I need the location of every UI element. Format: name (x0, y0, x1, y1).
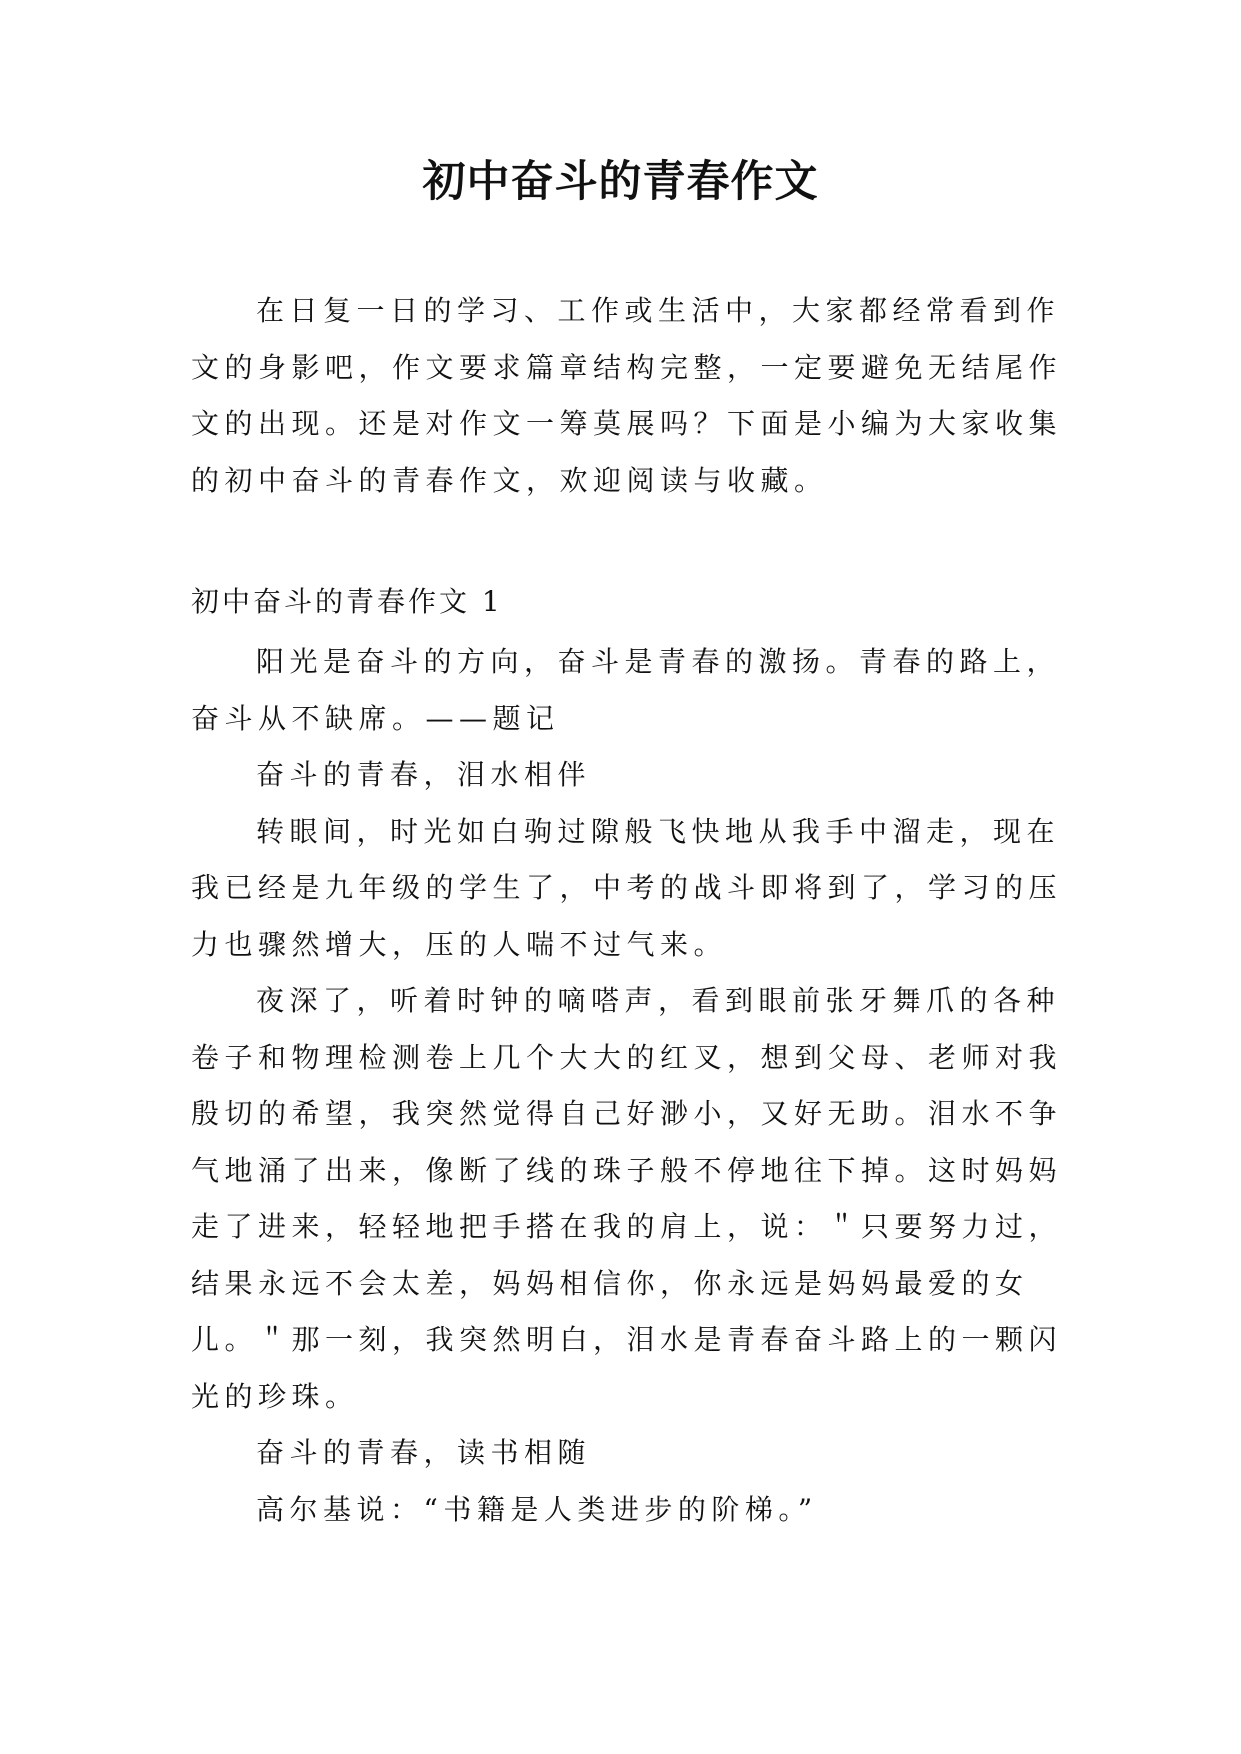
paragraph-line: 卷子和物理检测卷上几个大大的红叉，想到父母、老师对我 (191, 1040, 1063, 1074)
document-title: 初中奋斗的青春作文 (422, 157, 819, 207)
paragraph-line: 高尔基说：“书籍是人类进步的阶梯。” (256, 1492, 818, 1526)
section-heading (191, 574, 1051, 631)
paragraph-line: 儿。＂那一刻，我突然明白，泪水是青春奋斗路上的一颗闪 (191, 1323, 1063, 1356)
paragraph-line: 走了进来，轻轻地把手搭在我的肩上，说：＂只要努力过， (191, 1210, 1063, 1243)
paragraph-line: 光的珍珠。 (191, 1379, 359, 1413)
paragraph-line: 转眼间，时光如白驹过隙般飞快地从我手中溜走，现在 (256, 814, 1061, 848)
intro-line: 文的出现。还是对作文一筹莫展吗？下面是小编为大家收集 (191, 407, 1063, 440)
paragraph-line: 力也骤然增大，压的人喘不过气来。 (191, 927, 728, 961)
paragraph-line: 夜深了，听着时钟的嘀嗒声，看到眼前张牙舞爪的各种 (256, 984, 1061, 1017)
intro-paragraph (191, 283, 1063, 509)
paragraph-line: 奋斗从不缺席。——题记 (191, 701, 560, 735)
paragraph-line: 殷切的希望，我突然觉得自己好渺小，又好无助。泪水不争 (191, 1097, 1063, 1130)
section-body (191, 634, 1063, 1538)
subsection-heading: 奋斗的青春，泪水相伴 (256, 758, 592, 791)
intro-line: 在日复一日的学习、工作或生活中，大家都经常看到作 (256, 294, 1061, 327)
intro-line: 的初中奋斗的青春作文，欢迎阅读与收藏。 (191, 463, 828, 497)
intro-line: 文的身影吧，作文要求篇章结构完整，一定要避免无结尾作 (191, 350, 1063, 384)
paragraph-line: 气地涌了出来，像断了线的珠子般不停地往下掉。这时妈妈 (191, 1153, 1063, 1187)
paragraph-line: 结果永远不会太差，妈妈相信你，你永远是妈妈最爱的女 (191, 1266, 1029, 1300)
subsection-heading: 奋斗的青春，读书相随 (256, 1436, 592, 1469)
paragraph-line: 阳光是奋斗的方向，奋斗是青春的激扬。青春的路上， (256, 645, 1061, 678)
paragraph-line: 我已经是九年级的学生了，中考的战斗即将到了，学习的压 (191, 871, 1063, 904)
section-heading-text: 初中奋斗的青春作文 1 (191, 585, 503, 618)
